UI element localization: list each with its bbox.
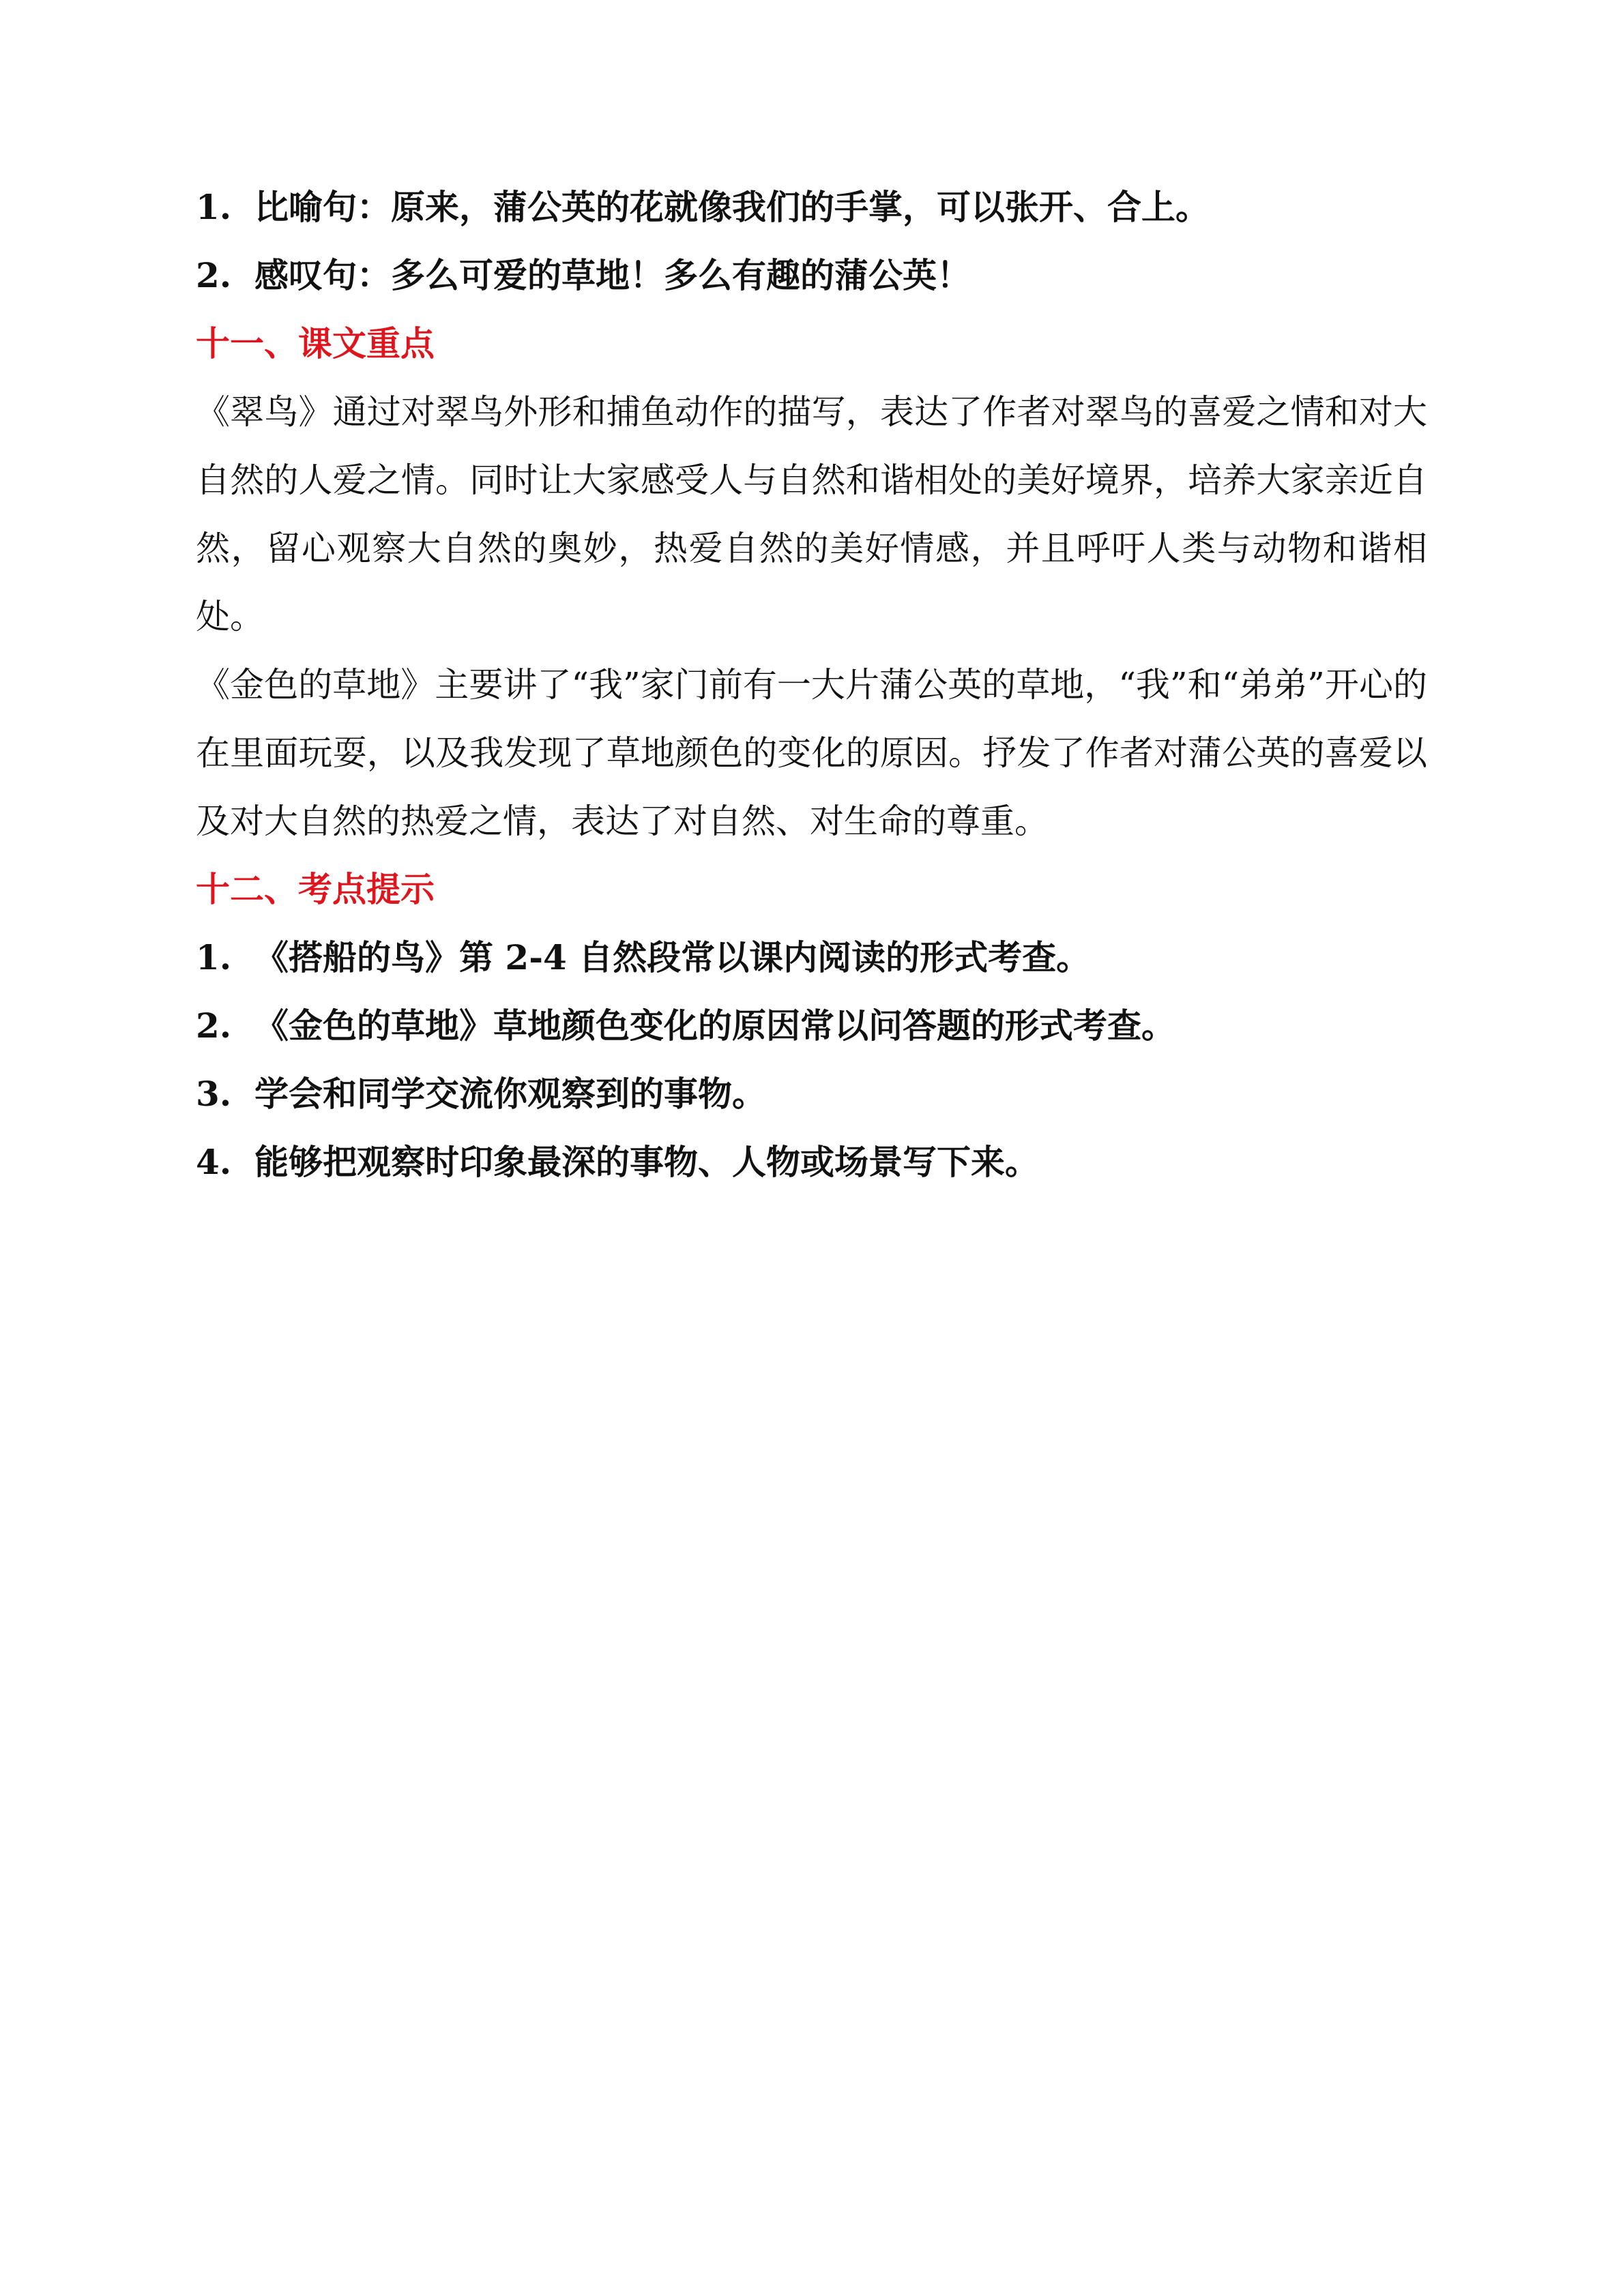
item-number: 3.: [196, 1074, 232, 1114]
exam-tip-item: [196, 924, 1431, 992]
item-text: 比喻句：原来，蒲公英的花就像我们的手掌，可以张开、合上。: [254, 187, 1210, 227]
document-page: [196, 173, 1431, 1196]
item-number: 4.: [196, 1142, 232, 1182]
paragraph-kingfisher-summary: 《翠鸟》通过对翠鸟外形和捕鱼动作的描写，表达了作者对翠鸟的喜爱之情和对大自然的人爱之情。同时让大家感受人与自然和谐相处的美好境界，培养大家亲近自然，留心观察大自然的奥妙，热爱自然的美好情感，并且呼吁人类与动物和谐相处。: [196, 392, 1427, 636]
sentence-example-exclamation: [196, 241, 1431, 310]
item-text: 能够把观察时印象最深的事物、人物或场景写下来。: [254, 1142, 1039, 1182]
paragraph-golden-meadow-summary: 《金色的草地》主要讲了“我”家门前有一大片蒲公英的草地，“我”和“弟弟”开心的在里面玩耍，以及我发现了草地颜色的变化的原因。抒发了作者对蒲公英的喜爱以及对大自然的热爱之情，表达了对自然、对生命的尊重。: [196, 665, 1427, 841]
item-number: 2.: [196, 255, 232, 295]
exam-tip-item: [196, 992, 1431, 1060]
sentence-example-simile: [196, 173, 1431, 241]
item-number: 2.: [196, 1005, 232, 1046]
section-heading-key-points: 十一、课文重点: [196, 323, 435, 364]
item-number: 1.: [196, 187, 232, 227]
section-heading-exam-tips: 十二、考点提示: [196, 869, 435, 909]
item-text: 《搭船的鸟》第 2-4 自然段常以课内阅读的形式考查。: [254, 937, 1091, 977]
item-text: 学会和同学交流你观察到的事物。: [254, 1074, 766, 1114]
item-number: 1.: [196, 937, 232, 977]
item-text: 《金色的草地》草地颜色变化的原因常以问答题的形式考查。: [254, 1005, 1175, 1046]
item-text: 感叹句：多么可爱的草地！多么有趣的蒲公英！: [254, 255, 971, 295]
exam-tip-item: [196, 1060, 1431, 1128]
exam-tip-item: [196, 1128, 1431, 1196]
